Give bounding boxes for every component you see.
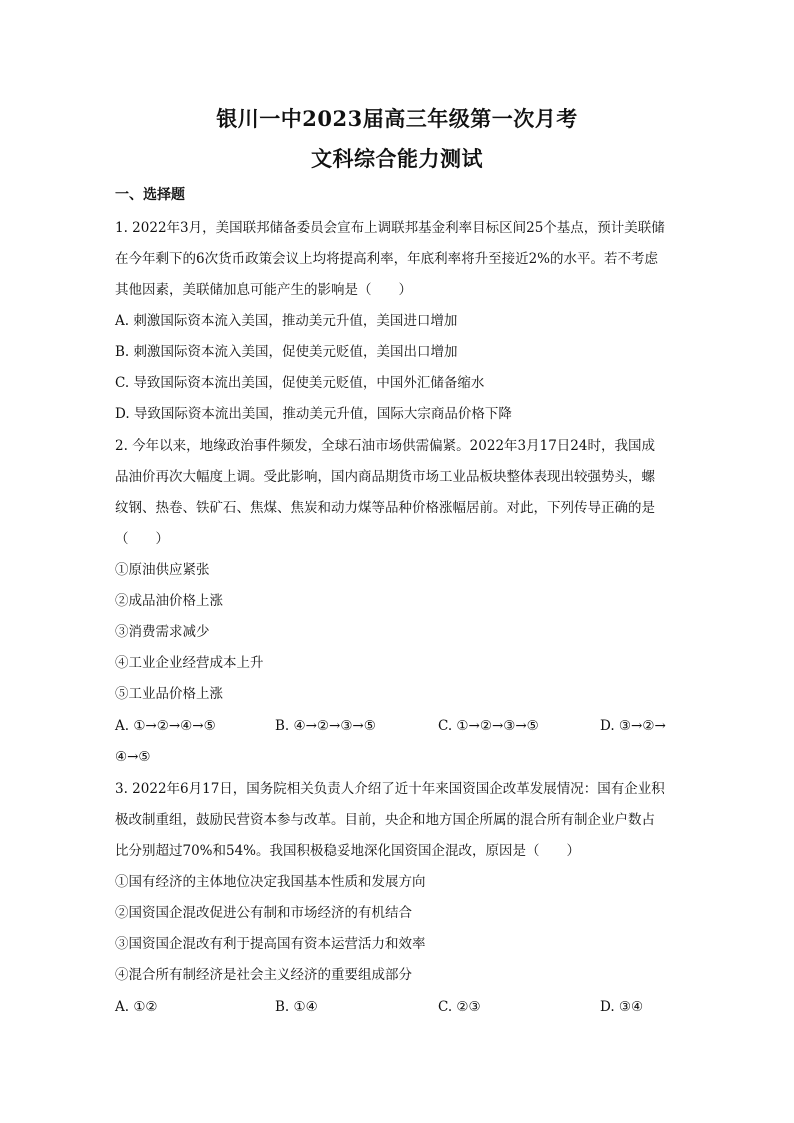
q3-option-a: A. ①② <box>115 999 158 1015</box>
q3-option-d: D. ③④ <box>600 999 644 1015</box>
q2-option-b: B. ④→②→③→⑤ <box>275 718 376 734</box>
q2-item: ③消费需求减少 <box>115 624 210 640</box>
q2-stem-line: 2. 今年以来，地缘政治事件频发，全球石油市场供需偏紧。2022年3月17日24时，我国成 <box>115 438 655 454</box>
q3-item: ④混合所有制经济是社会主义经济的重要组成部分 <box>115 967 412 983</box>
q1-option-b: B. 刺激国际资本流入美国，促使美元贬值，美国出口增加 <box>115 344 458 360</box>
q2-item: ①原油供应紧张 <box>115 562 210 578</box>
q2-item: ⑤工业品价格上涨 <box>115 686 223 702</box>
q3-option-b: B. ①④ <box>275 999 318 1015</box>
q2-stem-line: （ ） <box>115 531 169 547</box>
q1-stem-line: 1. 2022年3月，美国联邦储备委员会宣布上调联邦基金利率目标区间25个基点，预计美联储 <box>115 220 665 236</box>
q1-option-c: C. 导致国际资本流出美国，促使美元贬值，中国外汇储备缩水 <box>115 375 485 391</box>
q3-item: ②国资国企混改促进公有制和市场经济的有机结合 <box>115 905 412 921</box>
q2-option-d: D. ③→②→ <box>600 718 666 734</box>
q1-option-a: A. 刺激国际资本流入美国，推动美元升值，美国进口增加 <box>115 313 458 329</box>
exam-title: 银川一中2023届高三年级第一次月考 <box>216 106 578 131</box>
q2-stem-line: 品油价再次大幅度上调。受此影响，国内商品期货市场工业品板块整体表现出较强势头，螺 <box>115 469 655 485</box>
q3-stem-line: 3. 2022年6月17日，国务院相关负责人介绍了近十年来国资国企改革发展情况：国有企业积 <box>115 781 665 797</box>
q1-stem-line: 在今年剩下的6次货币政策会议上均将提高利率，年底利率将升至接近2%的水平。若不考虑 <box>115 251 659 267</box>
q2-option-a: A. ①→②→④→⑤ <box>115 718 216 734</box>
q1-option-d: D. 导致国际资本流出美国，推动美元升值，国际大宗商品价格下降 <box>115 406 512 422</box>
q2-option-c: C. ①→②→③→⑤ <box>438 718 539 734</box>
q1-stem-line: 其他因素，美联储加息可能产生的影响是（ ） <box>115 282 412 298</box>
q2-item: ②成品油价格上涨 <box>115 593 223 609</box>
q3-stem-line: 极改制重组，鼓励民营资本参与改革。目前，央企和地方国企所属的混合所有制企业户数占 <box>115 812 655 828</box>
q3-stem-line: 比分别超过70%和54%。我国积极稳妥地深化国资国企混改，原因是（ ） <box>115 843 581 859</box>
q2-item: ④工业企业经营成本上升 <box>115 655 264 671</box>
q3-item: ③国资国企混改有利于提高国有资本运营活力和效率 <box>115 936 426 952</box>
q3-item: ①国有经济的主体地位决定我国基本性质和发展方向 <box>115 874 426 890</box>
q3-option-c: C. ②③ <box>438 999 481 1015</box>
section-heading: 一、选择题 <box>115 187 185 203</box>
q2-stem-line: 纹钢、热卷、铁矿石、焦煤、焦炭和动力煤等品种价格涨幅居前。对此，下列传导正确的是 <box>115 500 655 516</box>
exam-subtitle: 文科综合能力测试 <box>311 146 483 171</box>
q2-option-d-continued: ④→⑤ <box>115 749 151 765</box>
